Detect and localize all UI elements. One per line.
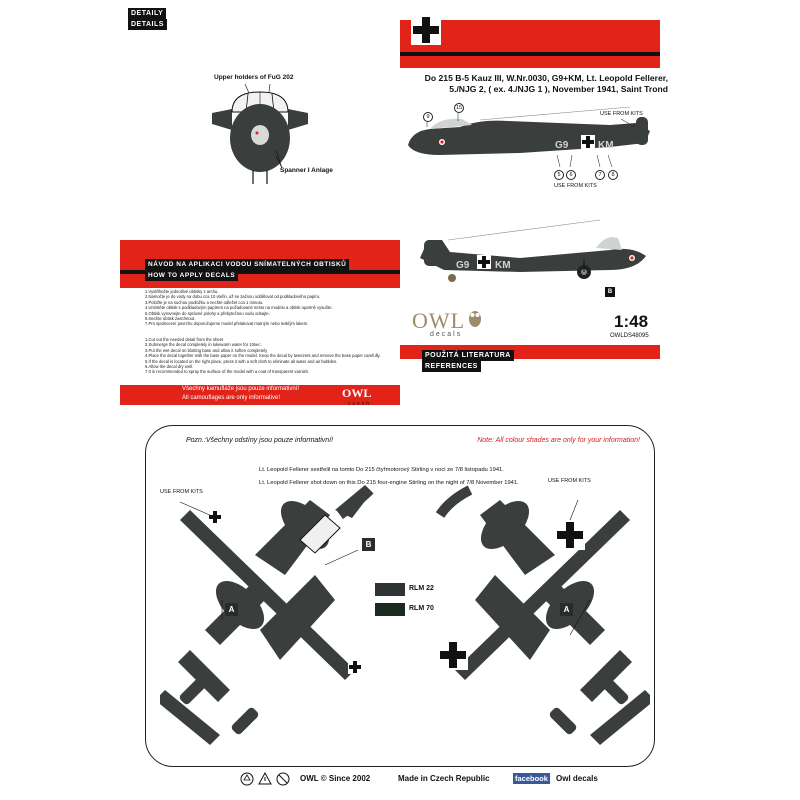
callout-7: 7 bbox=[595, 170, 605, 180]
aircraft-title-line1: Do 215 B-5 Kauz III, W.Nr.0030, G9+KM, Lt. Leopold Fellerer, bbox=[424, 73, 668, 83]
plan-view-top bbox=[160, 480, 400, 750]
story-cz: Lt. Leopold Fellerer sestřelil na tomto Do 215 čtyřmotorový Stirling v noci ze 7/8 listopadu 1941. bbox=[259, 467, 504, 473]
recycling-icon bbox=[240, 772, 254, 786]
code-right-lower: KM bbox=[495, 260, 511, 271]
details-header-en: DETAILS bbox=[128, 19, 167, 30]
note-cz: Pozn.:Všechny odstíny jsou pouze informativní! bbox=[186, 437, 334, 444]
fuselage-cross-lower bbox=[477, 255, 491, 269]
code-right-upper: KM bbox=[598, 140, 614, 151]
warning-cz: Všechny kamufláže jsou pouze informativní! bbox=[182, 386, 300, 392]
rlm70-label: RLM 70 bbox=[409, 605, 434, 612]
fuselage-cross-upper bbox=[581, 135, 595, 149]
spanner-label: Spanner I Anlage bbox=[280, 167, 333, 174]
balkenkreuz-icon bbox=[411, 15, 441, 45]
instructions-panel bbox=[120, 240, 400, 410]
decals-wordmark: decals bbox=[430, 331, 463, 338]
references-header-cz: POUŽITÁ LITERATURA bbox=[422, 350, 514, 361]
made-in: Made in Czech Republic bbox=[398, 774, 490, 783]
callout-8: 8 bbox=[608, 170, 618, 180]
instruction-cz-line: 5.Obtisk vyrovnejte do správné polohy a přebytečnou vodu odsajte. bbox=[145, 310, 270, 316]
label-a-left: A bbox=[225, 603, 238, 616]
czech-wordmark: czech bbox=[348, 401, 372, 407]
use-from-kits-upper: USE FROM KITS bbox=[600, 111, 643, 117]
instruction-en-line: 1.Cut out the needed detail from the sheet bbox=[145, 337, 224, 342]
note-en: Note: All colour shades are only for your information! bbox=[477, 437, 640, 444]
side-profile-lower bbox=[400, 200, 680, 300]
instructions-cz-list bbox=[145, 289, 395, 327]
callout-9: 9 bbox=[423, 112, 433, 122]
callout-6: 6 bbox=[566, 170, 576, 180]
instruction-cz-line: 3.Položte je na suchou podložku a nechte odležet cca 1 minutu. bbox=[145, 299, 264, 305]
references-header-en: REFERENCES bbox=[422, 361, 481, 372]
label-b-plan: B bbox=[362, 538, 375, 551]
details-header-cz: DETAILY bbox=[128, 8, 166, 19]
instructions-header-cz: NÁVOD NA APLIKACI VODOU SNÍMATELNÝCH OBTISKŮ bbox=[145, 259, 349, 270]
no-child-icon bbox=[276, 772, 290, 786]
story-en: Lt. Leopold Fellerer shot down on this Do 215 four-engine Stirling on the night of 7/8 November 1941. bbox=[259, 480, 519, 486]
footer bbox=[240, 772, 700, 786]
rlm70-swatch bbox=[375, 603, 405, 616]
callout-5: 5 bbox=[554, 170, 564, 180]
scale-label: 1:48 bbox=[614, 312, 649, 331]
aircraft-title-line2: 5./NJG 2, ( ex. 4./NJG 1 ), November 1941, Saint Trond bbox=[449, 84, 668, 94]
plan-view-bottom bbox=[410, 480, 650, 750]
instruction-cz-line: 6.Nechte obtisk zaschnout. bbox=[145, 316, 196, 322]
wing-cross-bottom-left bbox=[438, 640, 468, 670]
label-b-profile: B bbox=[605, 287, 615, 297]
instructions-en-list bbox=[145, 337, 395, 375]
instruction-en-line: 7.It is recommended to spray the surface of the model with a coat of transparent varnish. bbox=[145, 369, 310, 375]
instruction-cz-line: 2.Namočte je do vody na dobu cca 10 vteřin, až se začnou oddělovat od podkladového papíru. bbox=[145, 294, 321, 300]
product-code: OWLDS48095 bbox=[610, 333, 649, 339]
wing-cross-top-left bbox=[208, 510, 222, 524]
instruction-cz-line: 4.Umístěte obtisk s podkladovým papírem na požadované místo na modelu a obtisk opatrně vysuňte. bbox=[145, 305, 333, 311]
owl-logo-icon bbox=[467, 306, 483, 328]
use-from-kits-left: USE FROM KITS bbox=[160, 489, 203, 495]
owl-small-logo: OWL bbox=[342, 386, 372, 400]
instruction-cz-line: 1.Vystřihněte jednotlivé obtisky z archu. bbox=[145, 289, 219, 294]
owl-logo: OWL bbox=[412, 308, 466, 333]
profile-panel bbox=[400, 0, 680, 400]
use-from-kits-lower: USE FROM KITS bbox=[554, 183, 597, 189]
black-stripe bbox=[400, 52, 660, 56]
callout-15: 15 bbox=[455, 105, 463, 111]
label-a-right: A bbox=[560, 603, 573, 616]
owl-decals-link[interactable]: Owl decals bbox=[556, 774, 598, 783]
instruction-en-line: 5.If the decal is located on the right place, press it with a soft cloth to eliminate all water and air bubbles. bbox=[145, 358, 338, 364]
facebook-badge[interactable]: facebook bbox=[515, 774, 548, 783]
instruction-en-line: 4.Place the decal together with the base paper on the model. Keep the decal by tweezers and remove the base paper carefully. bbox=[145, 353, 381, 359]
details-panel bbox=[120, 0, 400, 205]
instruction-en-line: 2.Submerge the decal completely in lukewarm water for 10sec. bbox=[145, 342, 262, 348]
instruction-cz-line: 7.Pro sjednocení povrchu doporučujeme model přelakovat matným nebo lesklým lakem. bbox=[145, 321, 309, 327]
upper-holders-label: Upper holders of FuG 202 bbox=[214, 74, 294, 81]
rlm22-swatch bbox=[375, 583, 405, 596]
copyright: OWL © Since 2002 bbox=[300, 774, 371, 783]
use-from-kits-right: USE FROM KITS bbox=[548, 478, 591, 484]
wing-cross-bottom-right bbox=[555, 520, 585, 550]
instruction-en-line: 6.Allow the decal dry well. bbox=[145, 364, 194, 370]
instruction-en-line: 3.Put the wet decal on blotting base and allow it soften completely bbox=[145, 347, 268, 353]
side-profile-upper bbox=[400, 95, 680, 190]
age-warning-icon bbox=[258, 772, 272, 786]
code-left-lower: G9 bbox=[456, 260, 470, 271]
code-left-upper: G9 bbox=[555, 140, 569, 151]
nose-front-view-drawing bbox=[120, 0, 400, 205]
wing-cross-top-right bbox=[348, 660, 362, 674]
warning-en: All camouflages are only informative! bbox=[182, 395, 281, 401]
rlm22-label: RLM 22 bbox=[409, 585, 434, 592]
instructions-header-en: HOW TO APPLY DECALS bbox=[145, 270, 238, 281]
